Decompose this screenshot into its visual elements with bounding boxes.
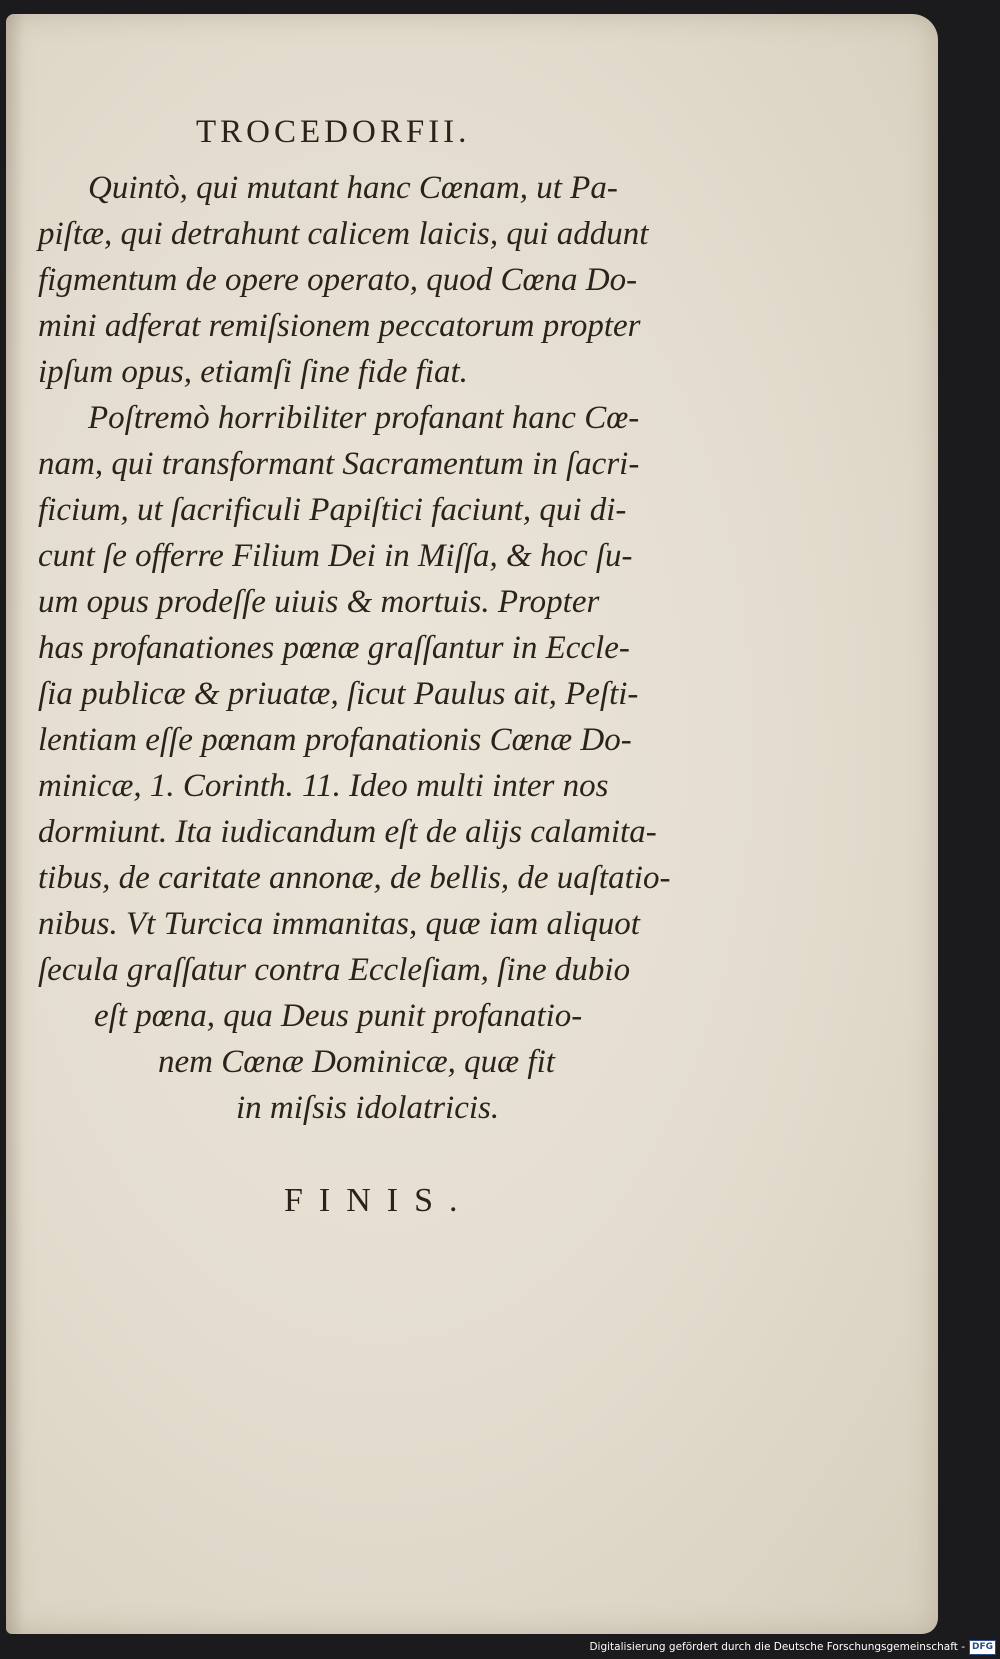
text-line-19: eſt pœna, qua Deus punit profanatio-: [94, 998, 583, 1034]
text-line-17: nibus. Vt Turcica immanitas, quæ iam aliquot: [38, 906, 640, 942]
text-line-5: ipſum opus, etiamſi ſine fide fiat.: [38, 354, 468, 390]
text-line-4: mini adferat remiſsionem peccatorum propter: [38, 308, 641, 344]
text-line-13: lentiam eſſe pœnam profanationis Cœnæ Do-: [38, 722, 632, 758]
running-head: TROCEDORFII.: [196, 114, 471, 150]
text-line-8: ficium, ut ſacrificuli Papiſtici faciunt, qui di-: [38, 492, 627, 528]
book-page: [6, 14, 938, 1634]
text-line-3: figmentum de opere operato, quod Cœna Do-: [38, 262, 638, 298]
text-line-16: tibus, de caritate annonæ, de bellis, de uaſtatio-: [38, 860, 671, 896]
credit-text: Digitalisierung gefördert durch die Deutsche Forschungsgemeinschaft -: [589, 1641, 965, 1653]
text-line-11: has profanationes pœnæ graſſantur in Eccle-: [38, 630, 630, 666]
text-line-15: dormiunt. Ita iudicandum eſt de alijs calamita-: [38, 814, 657, 850]
page-gutter-shadow: [6, 14, 24, 1634]
text-line-1: Quintò, qui mutant hanc Cœnam, ut Pa-: [88, 170, 618, 206]
text-line-2: piſtæ, qui detrahunt calicem laicis, qui addunt: [38, 216, 649, 252]
dfg-logo-icon: DFG: [969, 1640, 996, 1655]
text-line-9: cunt ſe offerre Filium Dei in Miſſa, & hoc ſu-: [38, 538, 633, 574]
text-line-10: um opus prodeſſe uiuis & mortuis. Propter: [38, 584, 600, 620]
text-line-12: ſia publicæ & priuatæ, ſicut Paulus ait, Peſti-: [38, 676, 639, 712]
finis-mark: FINIS.: [284, 1182, 474, 1219]
text-line-7: nam, qui transformant Sacramentum in ſacri-: [38, 446, 640, 482]
text-line-20: nem Cœnæ Dominicæ, quæ fit: [158, 1044, 555, 1080]
text-line-21: in miſsis idolatricis.: [236, 1090, 500, 1126]
text-line-18: ſecula graſſatur contra Eccleſiam, ſine dubio: [38, 952, 631, 988]
digitization-credit: [589, 1635, 1000, 1659]
text-line-14: minicæ, 1. Corinth. 11. Ideo multi inter nos: [38, 768, 609, 804]
text-line-6: Poſtremò horribiliter profanant hanc Cœ-: [88, 400, 640, 436]
